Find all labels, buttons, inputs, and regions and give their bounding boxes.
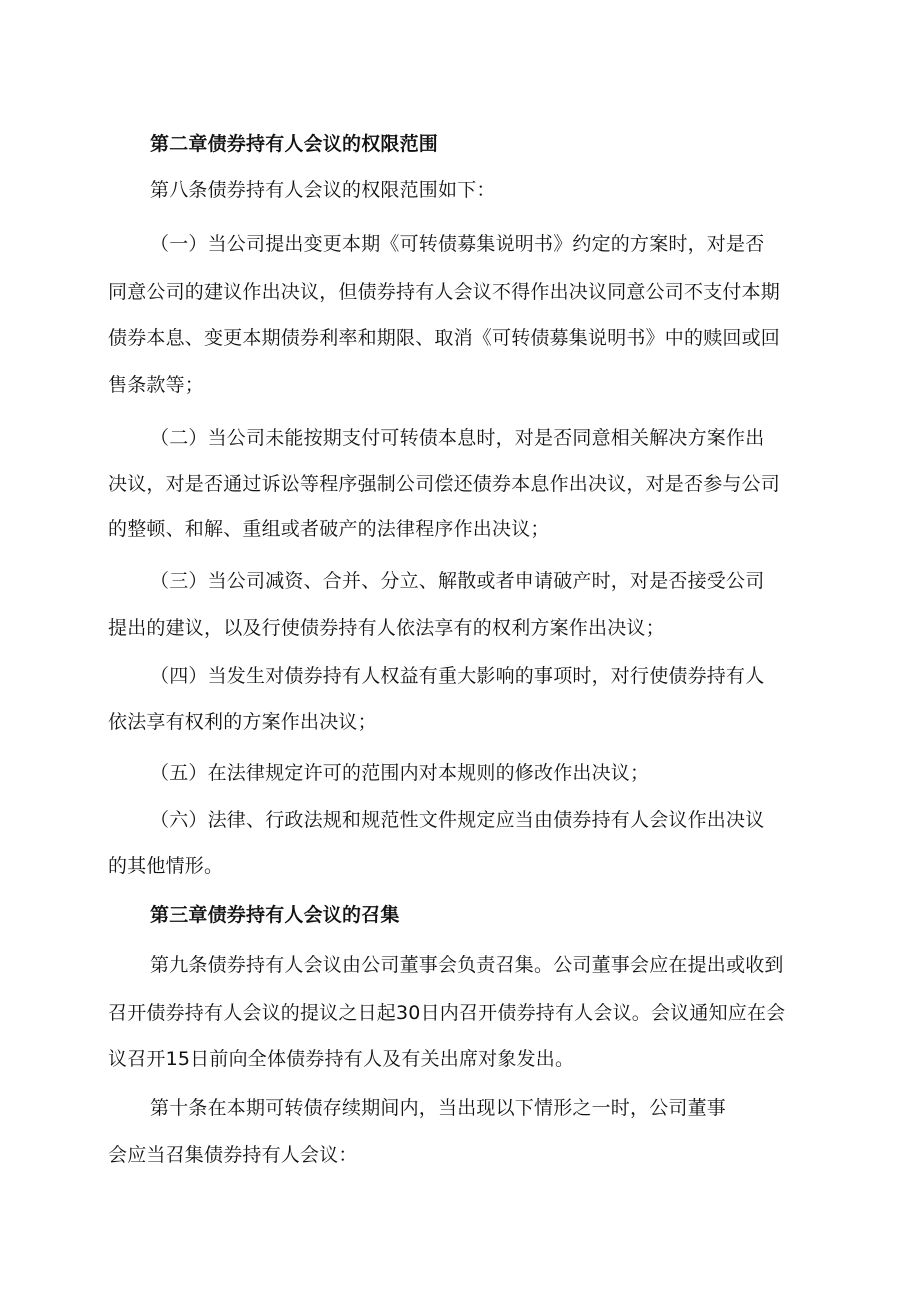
item5-line1: （五）在法律规定许可的范围内对本规则的修改作出决议；	[150, 762, 650, 784]
article10-line1: 第十条在本期可转债存续期间内，当出现以下情形之一时，公司董事	[150, 1097, 727, 1119]
item1-line4: 售条款等；	[108, 374, 205, 396]
article8-intro: 第八条债券持有人会议的权限范围如下：	[150, 179, 496, 201]
item1-line3: 债券本息、变更本期债券利率和期限、取消《可转债募集说明书》中的赎回或回	[108, 327, 781, 349]
item3-line1: （三）当公司减资、合并、分立、解散或者申请破产时，对是否接受公司	[150, 570, 765, 592]
item2-line1: （二）当公司未能按期支付可转债本息时，对是否同意相关解决方案作出	[150, 427, 765, 449]
item2-line2: 决议，对是否通过诉讼等程序强制公司偿还债券本息作出决议，对是否参与公司	[108, 473, 781, 495]
item1-line1: （一）当公司提出变更本期《可转债募集说明书》约定的方案时，对是否	[150, 233, 765, 255]
item4-line2: 依法享有权利的方案作出决议；	[108, 711, 377, 733]
item6-line2: 的其他情形。	[108, 855, 224, 877]
article9-line2: 召开债券持有人会议的提议之日起30日内召开债券持有人会议。会议通知应在会	[108, 1002, 786, 1024]
chapter2-heading: 第二章债券持有人会议的权限范围	[150, 133, 439, 155]
article9-line1: 第九条债券持有人会议由公司董事会负责召集。公司董事会应在提出或收到	[150, 954, 784, 976]
item3-line2: 提出的建议，以及行使债券持有人依法享有的权利方案作出决议；	[108, 617, 665, 639]
item4-line1: （四）当发生对债券持有人权益有重大影响的事项时，对行使债券持有人	[150, 665, 765, 687]
article9-line3: 议召开15日前向全体债券持有人及有关出席对象发出。	[108, 1048, 575, 1070]
item1-line2: 同意公司的建议作出决议，但债券持有人会议不得作出决议同意公司不支付本期	[108, 281, 781, 303]
item2-line3: 的整顿、和解、重组或者破产的法律程序作出决议；	[108, 518, 550, 540]
article10-line2: 会应当召集债券持有人会议：	[108, 1144, 358, 1166]
item6-line1: （六）法律、行政法规和规范性文件规定应当由债券持有人会议作出决议	[150, 809, 765, 831]
chapter3-heading: 第三章债券持有人会议的召集	[150, 904, 400, 926]
